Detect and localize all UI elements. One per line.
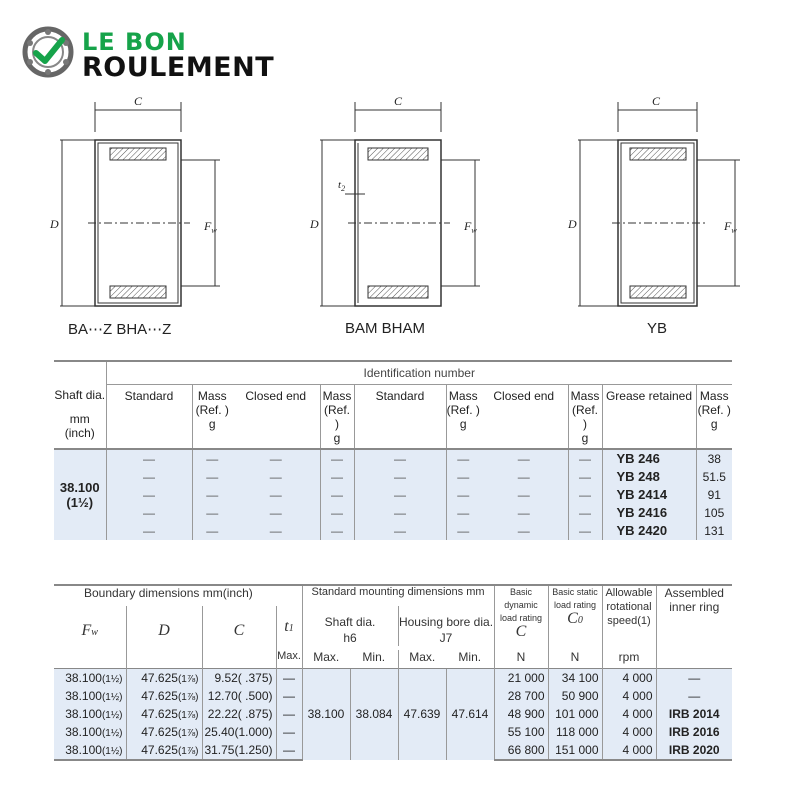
shaft-max: 38.100	[302, 668, 350, 760]
yb-designation: YB 246	[602, 449, 696, 468]
dim-label-t2: $t_2$	[338, 179, 346, 193]
shaft-dia-header: Shaft dia. h6	[302, 606, 398, 646]
table-row: 38.100(1½) 47.625(1⅞) 12.70( .500) — 28 700 50 900 4 000 —	[54, 687, 732, 705]
drawing-ba-z	[60, 102, 220, 306]
shaft-dia-header: Shaft dia. mm (inch)	[54, 361, 106, 449]
mounting-dimensions-header: Standard mounting dimensions mm	[302, 585, 494, 606]
yb-mass: 91	[696, 486, 732, 504]
yb-mass: 51.5	[696, 468, 732, 486]
col-mass: Mass (Ref. ) g	[192, 385, 232, 449]
logo-text-top: LE BON	[82, 28, 187, 56]
col-mass: Mass (Ref. ) g	[320, 385, 354, 449]
dim-label-d: D	[50, 217, 59, 231]
dim-label-d-yb: D	[568, 217, 577, 231]
table-row: 38.100(1½) 47.625(1⅞) 22.22( .875) — 48 900 101 000 4 000 IRB 2014	[54, 705, 732, 723]
yb-designation: YB 2414	[602, 486, 696, 504]
boundary-dimensions-header: Boundary dimensions mm(inch)	[54, 585, 302, 606]
dim-label-c-yb: C	[652, 94, 661, 108]
col-closed-end: Closed end	[245, 389, 307, 403]
housing-max: 47.639	[398, 668, 446, 760]
dim-label-fw: $F_w$	[204, 219, 217, 235]
bearing-check-icon	[22, 26, 74, 78]
drawing-yb	[578, 102, 740, 306]
table-row: — — — — — — — — YB 248 51.5	[54, 468, 732, 486]
col-closed-end: Closed end	[493, 389, 555, 403]
caption-yb: YB	[647, 320, 668, 337]
dim-label-c-bam: C	[394, 94, 403, 108]
yb-mass: 105	[696, 504, 732, 522]
table-row: — — — — — — — — YB 2416 105	[54, 504, 732, 522]
identification-number-header: Identification number	[106, 361, 732, 385]
caption-bam: BAM BHAM	[345, 320, 426, 337]
col-mass: Mass (Ref. ) g	[568, 385, 602, 449]
dim-label-fw-yb: $F_w$	[724, 219, 737, 235]
dim-label-d-bam: D	[310, 217, 319, 231]
table-row: — — — — — — — — YB 2420 131	[54, 522, 732, 540]
yb-designation: YB 2416	[602, 504, 696, 522]
yb-mass: 38	[696, 449, 732, 468]
col-d: D	[126, 606, 202, 650]
shaft-value: 38.100 (1½)	[54, 449, 106, 540]
col-t1: t1	[276, 606, 302, 650]
dimensions-table: Boundary dimensions mm(inch) Standard mounting dimensions mm Basic dynamic load rating C Basic static load rating C0 Allowable rotational speed(1) Assembled inner ring Fw D C t1 Shaft dia. h6 Housing bore dia. J7 Max. Max. Min. Max. Min. N N rpm 38.100(1½) 47.625(1⅞) 9.52( .375) — 38.100 38.084 47.639 47.614 21 000 34 100 4 000 — 38.100(1½) 47.625(1⅞) 12.70( .500) — 28 700 50 900 4 000 — 38.100(1½) 47.625(1⅞) 22.22( .875) — 48 900 101 000 4 000 IRB 2014 38.100(1½) 47.625(1⅞) 25.40(1.000) — 55 100 118 000 4 000 IRB 2016 38.100(1½) 47.625(1⅞) 31.75(1.250) — 66 800 151 000 4 000 IRB 2020	[54, 584, 732, 761]
col-fw: Fw	[81, 622, 98, 639]
yb-designation: YB 248	[602, 468, 696, 486]
col-mass: Mass (Ref. ) g	[696, 385, 732, 449]
static-load-header: Basic static load rating C0	[548, 585, 602, 650]
table-row: 38.100 (1½) — — — — — — — — YB 246 38	[54, 449, 732, 468]
col-grease-retained: Grease retained	[602, 385, 696, 449]
col-mass: Mass (Ref. ) g	[446, 385, 480, 449]
col-c: C	[202, 606, 276, 650]
dim-label-c: C	[134, 94, 143, 108]
drawing-bam	[320, 102, 480, 306]
yb-mass: 131	[696, 522, 732, 540]
speed-header: Allowable rotational speed(1)	[602, 585, 656, 650]
table-row: 38.100(1½) 47.625(1⅞) 31.75(1.250) — 66 800 151 000 4 000 IRB 2020	[54, 741, 732, 760]
housing-min: 47.614	[446, 668, 494, 760]
brand-logo	[22, 26, 302, 86]
inner-ring-header: Assembled inner ring	[656, 585, 732, 650]
shaft-min: 38.084	[350, 668, 398, 760]
dim-label-fw-bam: $F_w$	[464, 219, 477, 235]
caption-ba-z: BA⋯Z BHA⋯Z	[68, 321, 172, 338]
bearing-drawings	[0, 90, 800, 350]
yb-designation: YB 2420	[602, 522, 696, 540]
col-standard: Standard	[106, 385, 192, 449]
table-row: 38.100(1½) 47.625(1⅞) 25.40(1.000) — 55 100 118 000 4 000 IRB 2016	[54, 723, 732, 741]
table-row: — — — — — — — — YB 2414 91	[54, 486, 732, 504]
housing-bore-header: Housing bore dia. J7	[398, 606, 494, 646]
table-row: 38.100(1½) 47.625(1⅞) 9.52( .375) — 38.100 38.084 47.639 47.614 21 000 34 100 4 000 —	[54, 668, 732, 687]
logo-text-bottom: ROULEMENT	[82, 52, 275, 83]
identification-table	[54, 360, 732, 540]
col-standard: Standard	[354, 385, 446, 449]
dynamic-load-header: Basic dynamic load rating C	[494, 585, 548, 650]
